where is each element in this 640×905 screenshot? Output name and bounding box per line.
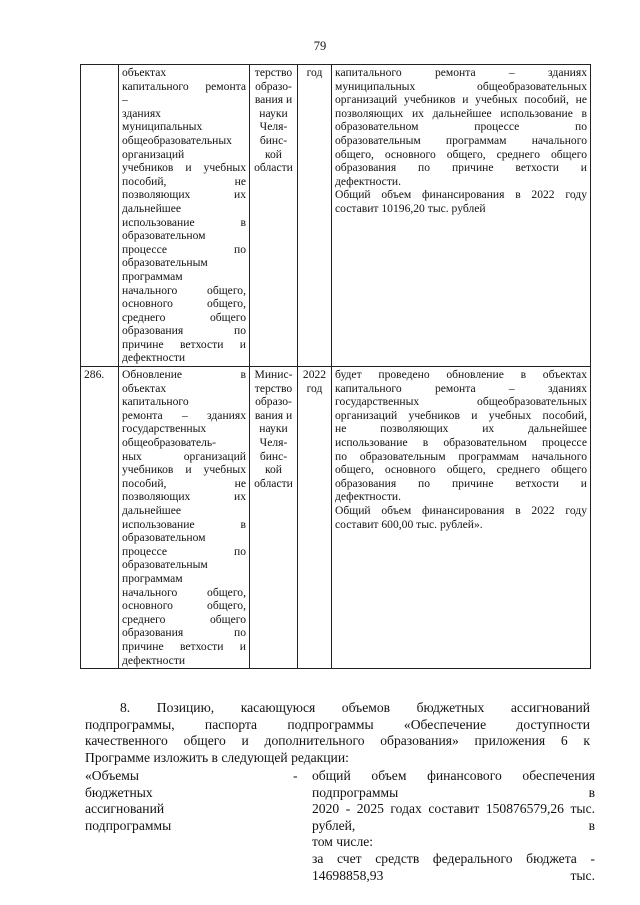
executor-line: Минис- [254, 368, 293, 382]
result-line: образования по причине ветхости и [335, 161, 587, 175]
result-line: общего, основного общего, среднего общего [335, 147, 587, 161]
paragraph-line: качественного общего и дополнительного образования» приложения 6 к [85, 733, 590, 749]
paragraph-line: Программе изложить в следующей редакции: [85, 749, 349, 765]
executor-line: науки [259, 422, 288, 436]
executor-line: Челя- [259, 436, 288, 450]
result-line: образования по причине ветхости и [335, 476, 587, 490]
measure-name-line: дефектности [122, 351, 186, 365]
row-number-cell [81, 367, 119, 669]
measure-name-line: среднего общего [122, 310, 246, 324]
measure-name-line: дальнейшее [122, 504, 181, 517]
measure-name-line: капитального [122, 395, 189, 409]
measure-name-line: ремонта – зданиях [122, 408, 246, 422]
measure-name-line: причине ветхости и [122, 337, 246, 351]
executor-cell [250, 367, 298, 669]
measure-name-line: зданиях [122, 106, 161, 120]
measure-name-line: основного общего, [122, 599, 246, 613]
measure-name-line: общеобразовательных [122, 133, 232, 147]
year-line: год [306, 66, 323, 79]
year-cell [298, 65, 332, 367]
result-line: по образовательным программам начального [335, 449, 587, 463]
result-line: использование в образовательном процессе [335, 436, 587, 450]
measure-name-line: начального общего, [122, 585, 246, 599]
measure-name-line: капитального ремонта [122, 79, 246, 93]
year-line: 2022 [302, 368, 327, 382]
measure-name-line: учебников и учебных [122, 463, 246, 477]
result-line: организаций учебников и учебных пособий, [335, 408, 587, 422]
passport-dash: - [293, 768, 298, 783]
executor-line: науки [259, 106, 288, 120]
measure-name-line: – [122, 93, 128, 107]
paragraph-line: 8. Позицию, касающуюся объемов бюджетных ассигнований [120, 700, 590, 715]
result-line: организаций учебников и учебных пособий, не [335, 93, 587, 107]
measure-name-line: пособий, не [122, 174, 246, 188]
measure-name-line: образования по [122, 626, 246, 640]
passport-label [85, 768, 215, 834]
measure-name-line: позволяющих их [122, 188, 246, 202]
passport-value-line: общий объем финансового обеспечения подпрограммы в [312, 768, 595, 800]
result-line: капитального ремонта – зданиях [335, 381, 587, 395]
measure-name-line: образовательным [122, 256, 208, 270]
executor-line: терство [254, 66, 293, 79]
executor-line: образо- [255, 79, 292, 93]
measure-name-line: начального общего, [122, 283, 246, 297]
passport-label-line: ассигнований [85, 801, 165, 817]
measure-name-line: причине ветхости и [122, 639, 246, 653]
measure-name-cell [119, 367, 250, 669]
year-cell [298, 367, 332, 669]
result-line: государственных общеобразовательных [335, 395, 587, 409]
measure-name-line: объектах [122, 66, 167, 79]
measure-name-line: процессе по [122, 242, 246, 256]
executor-cell [250, 65, 298, 367]
measure-name-line: использование в [122, 517, 246, 531]
measure-name-line: программам [122, 269, 183, 283]
executor-line: Челя- [259, 120, 288, 134]
table-row [81, 367, 591, 669]
page-number: 79 [313, 39, 327, 53]
measure-name-line: муниципальных [122, 120, 203, 134]
executor-line: терство [254, 381, 293, 395]
executor-line: кой [264, 463, 283, 477]
measure-name-line: образовательном [122, 229, 206, 243]
table-row [81, 65, 591, 367]
executor-line: бинс- [259, 449, 288, 463]
funding-text: Общий объем финансирования в 2022 году составит 10196,20 тыс. рублей [335, 188, 587, 215]
result-line: позволяющих их дальнейшее использование в [335, 106, 587, 120]
passport-label-line: «Объемы [85, 768, 139, 783]
result-line: общего, основного общего, среднего общего [335, 463, 587, 477]
year-line: год [306, 381, 323, 395]
executor-line: области [254, 476, 293, 490]
measure-name-line: общеобразователь- [122, 436, 217, 450]
measure-name-line: образования по [122, 324, 246, 338]
measure-name-line: объектах [122, 381, 167, 395]
measure-name-line: пособий, не [122, 476, 246, 490]
measure-name-line: использование в [122, 215, 246, 229]
measure-name-line: среднего общего [122, 612, 246, 626]
measure-name-cell [119, 65, 250, 367]
measure-name-line: образовательном [122, 531, 206, 545]
passport-value [312, 768, 595, 884]
measure-name-line: дефектности [122, 653, 186, 667]
measure-name-line: позволяющих их [122, 490, 246, 504]
result-line: капитального ремонта – зданиях [335, 66, 587, 79]
measure-name-line: организаций [122, 147, 185, 161]
result-line: образовательном процессе по [335, 120, 587, 134]
passport-value-line: 2020 - 2025 годах составит 150876579,26 тыс. рублей, в [312, 801, 595, 833]
result-cell [332, 367, 591, 669]
passport-label-line: подпрограммы [85, 817, 172, 833]
result-cell [332, 65, 591, 367]
result-line: не позволяющих их дальнейшее [335, 422, 587, 436]
executor-line: образо- [255, 395, 292, 409]
executor-line: бинс- [259, 133, 288, 147]
executor-line: вания и [254, 408, 293, 422]
row-number-cell [81, 65, 119, 367]
executor-line: кой [264, 147, 283, 161]
program-table [80, 64, 591, 669]
row-number: 286. [84, 368, 105, 382]
paragraph-line: подпрограммы, паспорта подпрограммы «Обеспечение доступности [85, 716, 590, 732]
measure-name-line: программам [122, 571, 183, 585]
passport-value-line: том числе: [312, 834, 374, 850]
result-line: дефектности. [335, 490, 401, 504]
passport-value-line: за счет средств федерального бюджета - 14698858,93 тыс. [312, 850, 595, 883]
measure-name-line: учебников и учебных [122, 161, 246, 175]
measure-name-line: основного общего, [122, 297, 246, 311]
result-line: дефектности. [335, 174, 401, 188]
passport-label-line: бюджетных [85, 784, 153, 800]
measure-name-line: процессе по [122, 544, 246, 558]
amendment-paragraph [85, 700, 590, 766]
result-line: муниципальных общеобразовательных [335, 79, 587, 93]
funding-text: Общий объем финансирования в 2022 году составит 600,00 тыс. рублей». [335, 504, 587, 531]
result-line: будет проведено обновление в объектах [335, 368, 587, 382]
result-line: образовательным программам начального [335, 133, 587, 147]
measure-name-line: образовательным [122, 558, 208, 572]
measure-name-line: государственных [122, 422, 207, 436]
executor-line: области [254, 161, 293, 175]
measure-name-line: Обновление в [122, 368, 246, 382]
executor-line: вания и [254, 93, 293, 107]
measure-name-line: ных организаций [122, 449, 246, 463]
measure-name-line: дальнейшее [122, 201, 181, 215]
